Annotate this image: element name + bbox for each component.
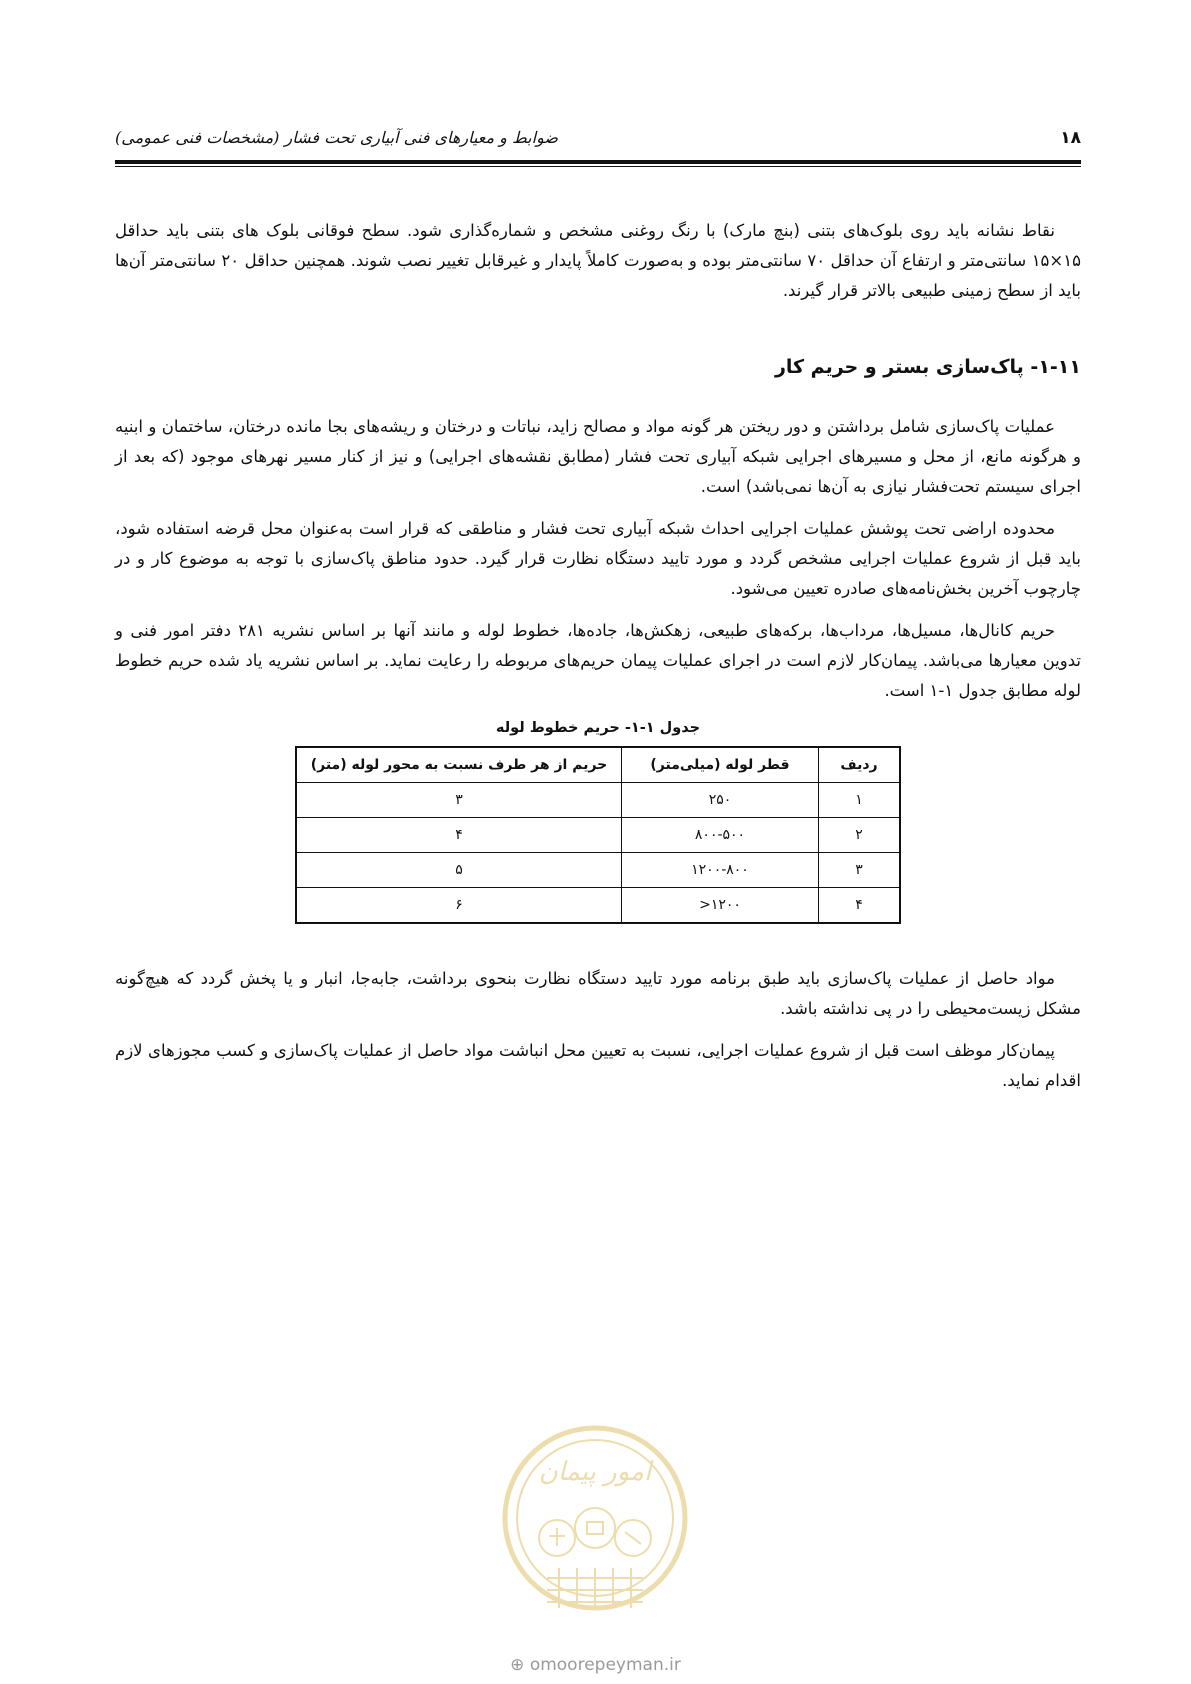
- watermark-url: ⊕ omoorepeyman.ir: [510, 1655, 681, 1675]
- header-pipe-diameter: قطر لوله (میلی‌متر): [622, 747, 819, 783]
- header-rule-thick: [115, 160, 1081, 164]
- cell-row-number: ۲: [819, 818, 901, 853]
- header-row-number: ردیف: [819, 747, 901, 783]
- header-rule-thin: [115, 166, 1081, 167]
- table-row: [296, 783, 900, 818]
- svg-text:امور پیمان: امور پیمان: [538, 1457, 652, 1487]
- pipeline-setback-table: [295, 746, 901, 924]
- table-caption: جدول ۱-۱- حریم خطوط لوله: [495, 720, 701, 736]
- cell-row-number: ۱: [819, 783, 901, 818]
- paragraph-area: محدوده اراضی تحت پوشش عملیات اجرایی احداث شبکه آبیاری تحت فشار و مناطقی که قرار است به‌عنوان محل قرضه استفاده شود، باید قبل از شروع عملیات اجرایی مشخص گردد و مورد تایید دستگاه نظارت قرار گیرد. حدود مناطق پاک‌سازی با توجه به موضوع کار و در چارچوب آخرین بخش‌نامه‌های صادره تعیین می‌شود.: [115, 519, 1081, 598]
- cell-setback: ۵: [296, 853, 622, 888]
- cell-pipe-diameter: ۸۰۰-۵۰۰: [622, 818, 819, 853]
- cell-setback: ۶: [296, 888, 622, 924]
- cell-row-number: ۴: [819, 888, 901, 924]
- header-title: ضوابط و معیارهای فنی آبیاری تحت فشار (مشخصات فنی عمومی): [115, 128, 558, 147]
- cell-pipe-diameter: ۱۲۰۰-۸۰۰: [622, 853, 819, 888]
- globe-icon: ⊕: [510, 1655, 525, 1675]
- paragraph-disposal: مواد حاصل از عملیات پاک‌سازی باید طبق برنامه مورد تایید دستگاه نظارت بنحوی برداشت، جابه‌جا، انبار و یا پخش گردد که هیچ‌گونه مشکل زیست‌محیطی را در پی نداشته باشد.: [115, 969, 1081, 1018]
- cell-pipe-diameter: ۱۲۰۰<: [622, 888, 819, 924]
- paragraph-benchmarks: نقاط نشانه باید روی بلوک‌های بتنی (بنچ مارک) با رنگ روغنی مشخص و شماره‌گذاری شود. سطح فوقانی بلوک های بتنی باید حداقل ۱۵×۱۵ سانتی‌متر و ارتفاع آن حداقل ۷۰ سانتی‌متر بوده و به‌صورت کاملاً پایدار و غیرقابل تغییر نصب شوند. همچنین حداقل ۲۰ سانتی‌متر آن‌ها باید از سطح زمینی طبیعی بالاتر قرار گیرند.: [115, 221, 1081, 300]
- cell-pipe-diameter: ۲۵۰: [622, 783, 819, 818]
- table-spacer: [115, 924, 1081, 964]
- watermark-logo-icon: [497, 1418, 693, 1638]
- cell-setback: ۴: [296, 818, 622, 853]
- cell-row-number: ۳: [819, 853, 901, 888]
- table-header-row: [296, 747, 900, 783]
- header-setback-distance: حریم از هر طرف نسبت به محور لوله (متر): [296, 747, 622, 783]
- page-number: ۱۸: [1060, 128, 1081, 148]
- cell-setback: ۳: [296, 783, 622, 818]
- paragraph-contractor: پیمان‌کار موظف است قبل از شروع عملیات اجرایی، نسبت به تعیین محل انباشت مواد حاصل از عملیات پاک‌سازی و کسب مجوزهای لازم اقدام نماید.: [115, 1041, 1081, 1090]
- paragraph-setback: حریم کانال‌ها، مسیل‌ها، مرداب‌ها، برکه‌های طبیعی، زهکش‌ها، جاده‌ها، خطوط لوله و مانند آنها بر اساس نشریه ۲۸۱ دفتر امور فنی و تدوین معیارها می‌باشد. پیمان‌کار لازم است در اجرای عملیات پیمان حریم‌های مربوطه را رعایت نماید. بر اساس نشریه یاد شده حریم خطوط لوله مطابق جدول ۱-۱ است.: [115, 621, 1081, 700]
- table-row: [296, 888, 900, 924]
- table-row: [296, 853, 900, 888]
- page-header: [115, 128, 1081, 154]
- main-content: [115, 216, 1081, 1108]
- table-row: [296, 818, 900, 853]
- paragraph-clearing: عملیات پاک‌سازی شامل برداشتن و دور ریختن هر گونه مواد و مصالح زاید، نباتات و درختان و ریشه‌های بجا مانده درختان، ساختمان و ابنیه و هرگونه مانع، از محل و مسیرهای اجرایی شبکه آبیاری تحت فشار (مطابق نقشه‌های اجرایی) و نیز از کنار مسیر نهرهای موجود (که بعد از اجرای سیستم تحت‌فشار نیازی به آن‌ها نمی‌باشد) است.: [115, 417, 1081, 496]
- section-heading: ۱-۱۱- پاک‌سازی بستر و حریم کار: [774, 356, 1081, 378]
